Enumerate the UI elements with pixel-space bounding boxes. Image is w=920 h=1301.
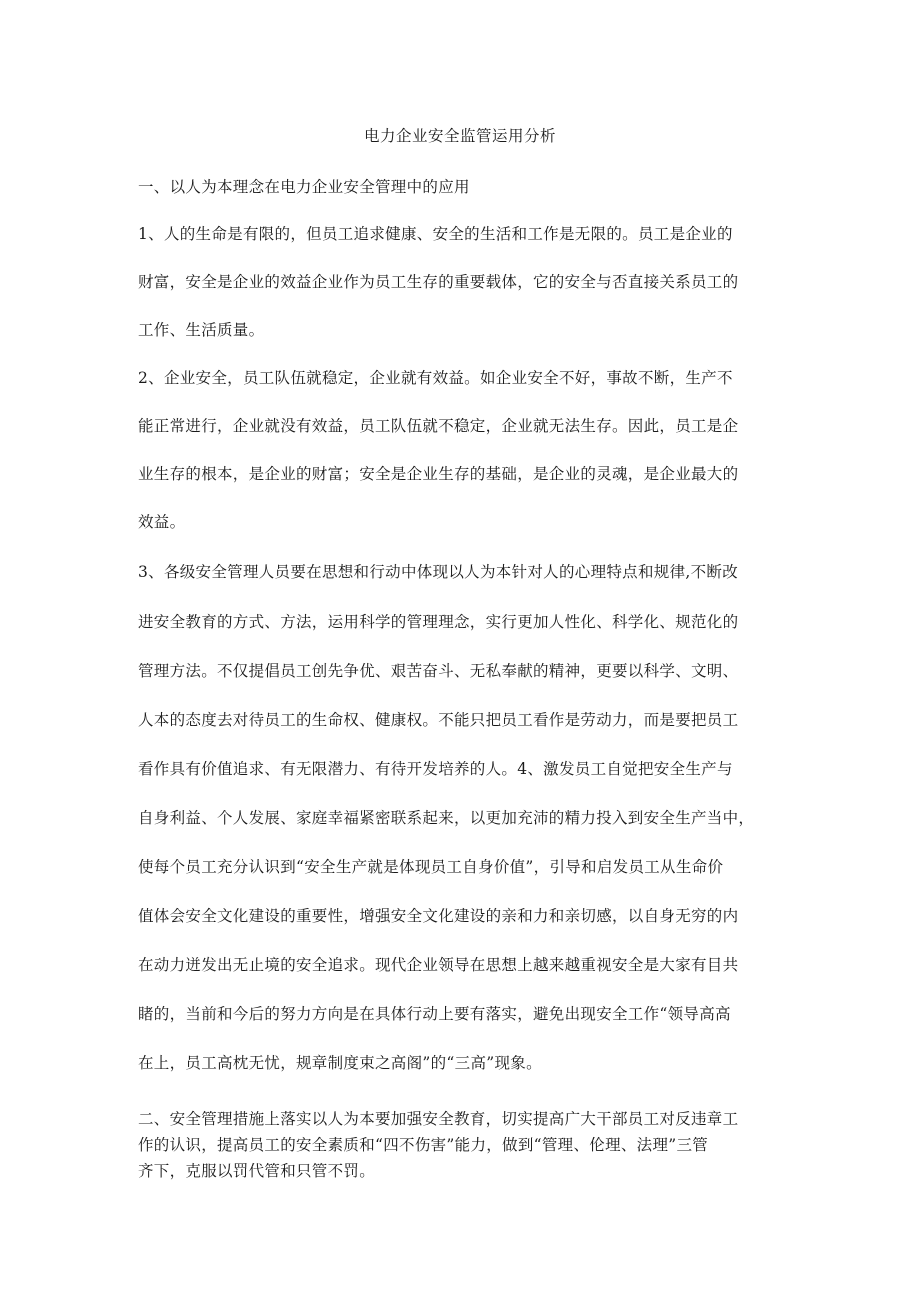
paragraph-3-line: 3、各级安全管理人员要在思想和行动中体现以人为本针对人的心理特点和规律,不断改 [138,563,738,581]
section-2-line: 作的认识，提高员工的安全素质和“四不伤害”能力，做到“管理、伦理、法理”三管 [138,1136,709,1154]
paragraph-2-line: 业生存的根本，是企业的财富；安全是企业生存的基础，是企业的灵魂，是企业最大的 [138,465,739,483]
paragraph-3-line: 使每个员工充分认识到“安全生产就是体现员工自身价值”，引导和启发员工从生命价 [138,858,724,876]
paragraph-2-line: 能正常进行，企业就没有效益，员工队伍就不稳定，企业就无法生存。因此，员工是企 [138,417,739,435]
paragraph-3-line: 进安全教育的方式、方法，运用科学的管理理念，实行更加人性化、科学化、规范化的 [138,613,739,631]
paragraph-2-line: 效益。 [138,513,186,531]
paragraph-3-line: 看作具有价值追求、有无限潜力、有待开发培养的人。4、激发员工自觉把安全生产与 [138,760,733,778]
paragraph-3-line: 人本的态度去对待员工的生命权、健康权。不能只把员工看作是劳动力，而是要把员工 [138,711,739,729]
section-2-line: 二、安全管理措施上落实以人为本要加强安全教育，切实提高广大干部员工对反违章工 [138,1110,739,1128]
paragraph-3-line: 睹的，当前和今后的努力方向是在具体行动上要有落实，避免出现安全工作“领导高高 [138,1005,731,1023]
paragraph-1-line: 1、人的生命是有限的，但员工追求健康、安全的生活和工作是无限的。员工是企业的 [138,225,733,243]
paragraph-1-line: 工作、生活质量。 [138,321,265,339]
section-2-line: 齐下，克服以罚代管和只管不罚。 [138,1162,376,1180]
paragraph-3-line: 管理方法。不仅提倡员工创先争优、艰苦奋斗、无私奉献的精神，更要以科学、文明、 [138,662,739,680]
paragraph-1-line: 财富，安全是企业的效益企业作为员工生存的重要载体，它的安全与否直接关系员工的 [138,273,739,291]
paragraph-3-line: 值体会安全文化建设的重要性，增强安全文化建设的亲和力和亲切感，以自身无穷的内 [138,907,739,925]
paragraph-3-line: 自身利益、个人发展、家庭幸福紧密联系起来，以更加充沛的精力投入到安全生产当中， [138,809,755,827]
document-title: 电力企业安全监管运用分析 [363,127,556,145]
paragraph-2-line: 2、企业安全，员工队伍就稳定，企业就有效益。如企业安全不好，事故不断，生产不 [138,369,733,387]
paragraph-3-line: 在动力迸发出无止境的安全追求。现代企业领导在思想上越来越重视安全是大家有目共 [138,956,739,974]
section-1-heading: 一、以人为本理念在电力企业安全管理中的应用 [138,178,470,196]
paragraph-3-line: 在上，员工高枕无忧，规章制度束之高阁”的“三高”现象。 [138,1054,542,1072]
